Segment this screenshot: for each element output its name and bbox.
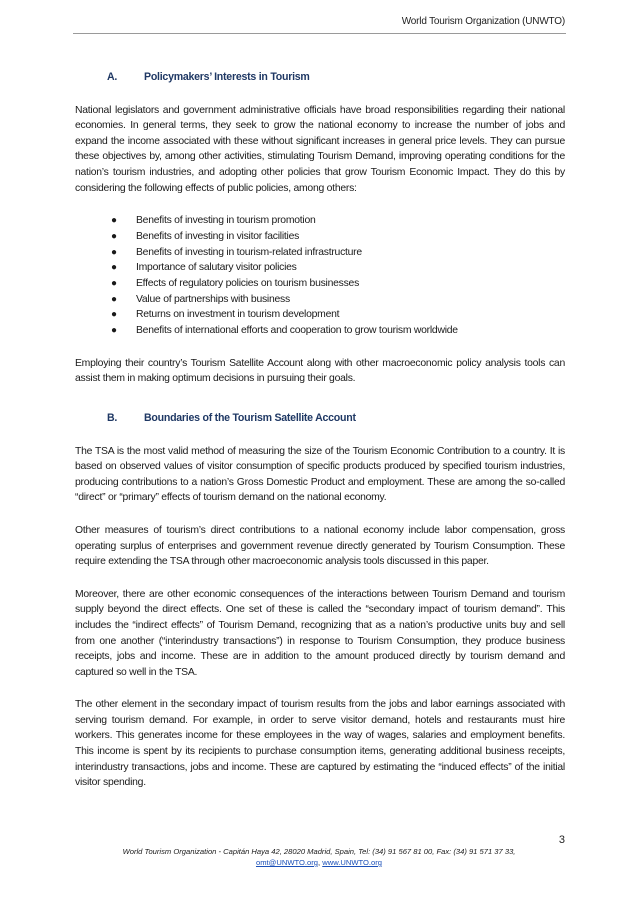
bullet-item — [111, 245, 565, 261]
header-divider — [73, 33, 566, 34]
section-b-paragraph-4: The other element in the secondary impact of tourism results from the jobs and labor earnings associated with serving tourism demand. For example, in order to serve visitor demand, hotels and restaurants must hire workers. This generates income for these employees in the way of wages, salaries and employment benefits. This income is spent by its recipients to purchase consumption items, generating additional business receipts, interindustry transactions, jobs and income. These are captured by estimating the “induced effects” of the initial visitor spending. — [75, 699, 565, 789]
bullet-item — [111, 260, 565, 276]
running-header: World Tourism Organization (UNWTO) — [401, 16, 565, 27]
footer-links — [0, 857, 638, 868]
bullet-item — [111, 213, 565, 229]
page-footer — [0, 846, 638, 868]
bullet-item — [111, 229, 565, 245]
section-a-closing: Employing their country’s Tourism Satellite Account along with other macroeconomic policy analysis tools can assist them in making optimum decisions in pursuing their goals. — [75, 357, 565, 385]
section-a-heading — [107, 70, 565, 86]
footer-email-link[interactable]: omt@UNWTO.org — [255, 858, 318, 867]
bullet-item — [111, 292, 565, 308]
section-b-title: Boundaries of the Tourism Satellite Account — [144, 411, 356, 424]
bullet-item — [111, 307, 565, 323]
bullet-item — [111, 323, 565, 339]
bullet-text: Benefits of investing in tourism promotion — [136, 215, 316, 227]
bullet-text: Returns on investment in tourism development — [136, 309, 340, 321]
section-a-title: Policymakers’ Interests in Tourism — [144, 71, 310, 83]
bullet-dot-icon: ● — [111, 246, 117, 258]
section-b-paragraph-3: Moreover, there are other economic consequences of the interactions between Tourism Demand and tourism supply beyond the direct effects. One set of these is called the “secondary impact of tourism demand”. This includes the “indirect effects” of Tourism Demand, recognizing that as a nation’s productive units buy and sell from one another (“interindustry transactions”) in response to Tourism Consumption, they produce business receipts, jobs and income. These are in addition to the amount produced directly by tourism demand and captured so well in the TSA. — [75, 588, 565, 678]
bullet-item — [111, 276, 565, 292]
footer-website-link[interactable]: www.UNWTO.org — [322, 858, 383, 867]
footer-address: World Tourism Organization - Capitán Haya 42, 28020 Madrid, Spain, Tel: (34) 91 567 81 00, Fax: (34) 91 571 37 33, — [122, 847, 516, 856]
bullet-text: Value of partnerships with business — [136, 293, 290, 305]
bullet-text: Benefits of international efforts and cooperation to grow tourism worldwide — [136, 325, 458, 337]
section-b-heading — [107, 411, 565, 427]
bullet-dot-icon: ● — [111, 293, 117, 305]
section-b-paragraph-1: The TSA is the most valid method of measuring the size of the Tourism Economic Contribution to a country. It is based on observed values of visitor consumption of specific products produced by specified tourism industries, producing contributions to a nation’s Gross Domestic Product and employment. These are among the so-called “direct” or “primary” effects of tourism demand on the national economy. — [75, 445, 565, 504]
section-b-number: B. — [107, 411, 118, 424]
bullet-text: Effects of regulatory policies on tourism businesses — [136, 277, 360, 289]
bullet-dot-icon: ● — [111, 325, 117, 337]
page-body — [75, 70, 565, 808]
bullet-dot-icon: ● — [111, 309, 117, 321]
section-a-intro: National legislators and government administrative officials have broad responsibilities regarding their national economies. In general terms, they seek to grow the national economy to increase the number of jobs and expand the income associated with these without significant increases in general price levels. They can pursue these objectives by, among other activities, stimulating Tourism Demand, improving operating conditions for the nation’s tourism industries, and adopting other policies that grow Tourism Economic Impact. They do this by considering the following effects of public policies, among others: — [75, 104, 565, 194]
policy-effects-list — [75, 213, 565, 339]
bullet-dot-icon: ● — [111, 215, 117, 227]
section-b-paragraph-2: Other measures of tourism’s direct contributions to a national economy include labor compensation, gross operating surplus of enterprises and government revenue directly generated by Tourism Consumption. These require extending the TSA through other macroeconomic analysis tools discussed in this paper. — [75, 524, 565, 568]
section-a-number: A. — [107, 71, 118, 83]
bullet-text: Benefits of investing in tourism-related infrastructure — [136, 246, 362, 258]
page-number: 3 — [558, 834, 565, 846]
bullet-text: Importance of salutary visitor policies — [136, 262, 297, 274]
bullet-dot-icon: ● — [111, 230, 117, 242]
bullet-text: Benefits of investing in visitor facilities — [136, 230, 300, 242]
footer-separator: , — [317, 858, 321, 867]
bullet-dot-icon: ● — [111, 277, 117, 289]
bullet-dot-icon: ● — [111, 262, 117, 274]
